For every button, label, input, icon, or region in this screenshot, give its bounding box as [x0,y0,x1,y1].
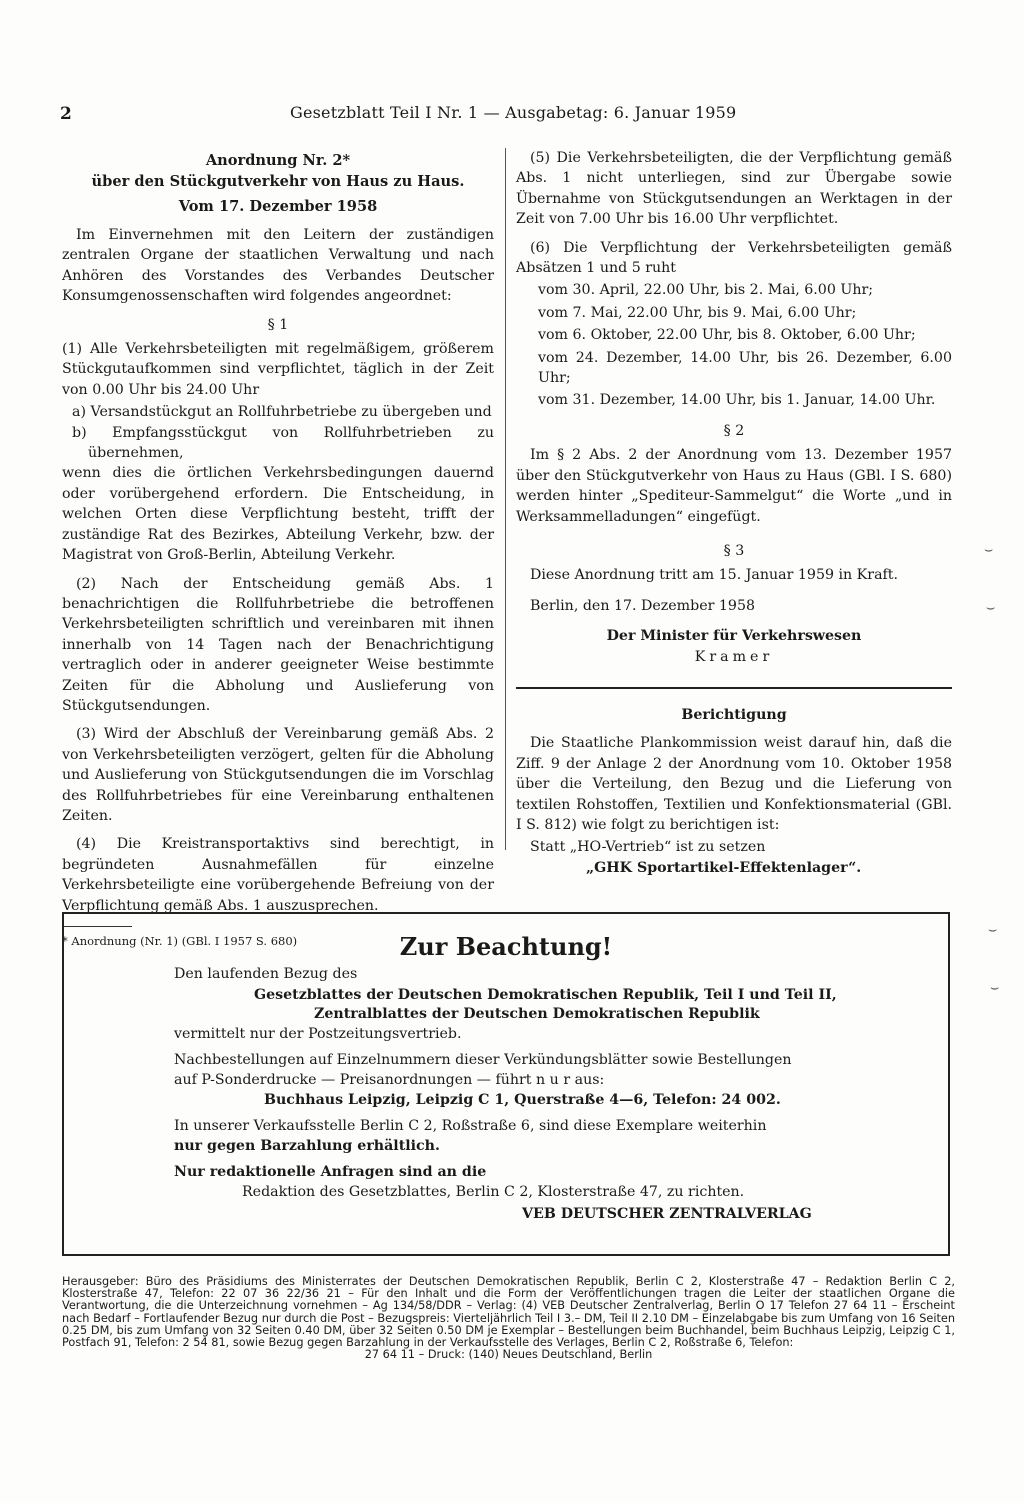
section-1-heading: § 1 [267,316,289,333]
notice-box [62,912,950,1256]
date-item: vom 31. Dezember, 14.00 Uhr, bis 1. Januar, 14.00 Uhr. [538,392,936,409]
imprint [62,1276,955,1361]
date-item: vom 30. April, 22.00 Uhr, bis 2. Mai, 6.00 Uhr; [538,282,874,299]
section-3-heading: § 3 [723,542,745,559]
date-item: vom 6. Oktober, 22.00 Uhr, bis 8. Oktober, 6.00 Uhr; [538,327,916,344]
date-item: vom 24. Dezember, 14.00 Uhr, bis 26. Dezember, 6.00 Uhr; [538,349,952,387]
notice-line: Buchhaus Leipzig, Leipzig C 1, Querstraße 4—6, Telefon: 24 002. [264,1092,781,1108]
section-1-para-6: (6) Die Verpflichtung der Verkehrsbeteiligten gemäß Absätzen 1 und 5 ruht [516,239,952,277]
notice-line: Den laufenden Bezug des [174,966,358,982]
notice-publisher: VEB DEUTSCHER ZENTRALVERLAG [522,1206,812,1222]
right-column [516,148,952,878]
section-1-para-4: (4) Die Kreistransportaktivs sind berechtigt, in begründeten Ausnahmefällen für einzelne Verkehrsbeteiligte eine vorübergehende Befreiung von der Verpflichtung gemäß Abs. 1 auszusprechen. [62,836,494,914]
page-number: 2 [60,104,72,124]
section-1-para-1: (1) Alle Verkehrsbeteiligten mit regelmäßigem, größerem Stückgutaufkommen sind verpflichtet, täglich in der Zeit von 0.00 Uhr bis 24.00 Uhr [62,341,494,398]
notice-line: Zentralblattes der Deutschen Demokratischen Republik [314,1006,760,1022]
section-divider [516,687,952,689]
margin-mark: ⌣ [988,922,998,938]
correction-new: „GHK Sportartikel-Effektenlager“. [586,859,862,876]
section-1-para-3: (3) Wird der Abschluß der Vereinbarung gemäß Abs. 2 von Verkehrsbeteiligten verzögert, gelten für die Abholung und Auslieferung von Stückgutsendungen die im Vorschlag des Rollfuhrbetriebes für eine Vereinbarung enthaltenen Zeiten. [62,726,494,824]
correction-text: Die Staatliche Plankommission weist darauf hin, daß die Ziff. 9 der Anlage 2 der Anordnung vom 10. Oktober 1958 über die Verteilung, den Bezug und die Lieferung von textilen Rohstoffen, Textilien und Konfektionsmaterial (GBl. I S. 812) wie folgt zu berichtigen ist: [516,735,952,833]
place-date: Berlin, den 17. Dezember 1958 [530,597,756,614]
notice-title: Zur Beachtung! [399,932,613,961]
imprint-text: Herausgeber: Büro des Präsidiums des Ministerrates der Deutschen Demokratischen Republik, Berlin C 2, Klosterstraße 47 – Redaktion Berlin C 2, Klosterstraße 47, Telefon: 22 07 36 22/36 21 – Für den Inhalt und die Form der Veröffentlichungen tragen die Leiter der staatlichen Organe die Verantwortung, die die Unterzeichnung vornehmen – Ag 134/58/DDR – Verlag: (4) VEB Deutscher Zentralverlag, Berlin O 17 Telefon 27 64 11 – Erscheint nach Bedarf – Fortlaufender Bezug nur durch die Post – Bezugspreis: Vierteljährlich Teil I 3.– DM, Teil II 2.10 DM – Einzelabgabe bis zum Umfang von 16 Seiten 0.25 DM, bis zum Umfang von 32 Seiten 0.40 DM, über 32 Seiten 0.50 DM je Exemplar – Bestellungen beim Buchhandel, beim Buchhaus Leipzig, Leipzig C 1, Postfach 91, Telefon: 2 54 81, sowie Bezug gegen Barzahlung in der Verkaufsstelle des Verlages, Berlin C 2, Roßstraße 6, Telefon: [62,1275,955,1350]
notice-line: In unserer Verkaufsstelle Berlin C 2, Roßstraße 6, sind diese Exemplare weiterhin [174,1118,767,1134]
notice-line: Nachbestellungen auf Einzelnummern dieser Verkündungsblätter sowie Bestellungen [174,1052,792,1068]
list-item-b: b) Empfangsstückgut von Rollfuhrbetrieben zu übernehmen, [72,424,494,462]
notice-line: vermittelt nur der Postzeitungsvertrieb. [174,1026,462,1042]
margin-mark: ⌣ [986,600,996,616]
footnote: * Anordnung (Nr. 1) (GBl. I 1957 S. 680) [62,934,298,948]
correction-line: Statt „HO-Vertrieb“ ist zu setzen [530,839,766,856]
section-1-para-5: (5) Die Verkehrsbeteiligten, die der Verpflichtung gemäß Abs. 1 nicht unterliegen, sind zur Übergabe sowie Übernahme von Stückgutsendungen an Werktagen in der Zeit von 7.00 Uhr bis 16.00 Uhr verpflichtet. [516,150,952,228]
margin-mark: ⌣ [990,980,1000,996]
section-1-para-2: (2) Nach der Entscheidung gemäß Abs. 1 benachrichtigen die Rollfuhrbetriebe die betroffenen Verkehrsbeteiligten schriftlich und vereinbaren mit ihnen innerhalb von 14 Tagen nach der Benachrichtigung vertraglich oder in anderer geeigneter Weise bestimmte Zeiten für die Abholung und Auslieferung von Stückgutsendungen. [62,575,494,714]
running-head: Gesetzblatt Teil I Nr. 1 — Ausgabetag: 6. Januar 1959 [290,103,737,122]
notice-line: Nur redaktionelle Anfragen sind an die [174,1164,487,1180]
notice-line: Redaktion des Gesetzblattes, Berlin C 2, Klosterstraße 47, zu richten. [242,1184,745,1200]
imprint-last-line: 27 64 11 – Druck: (140) Neues Deutschland, Berlin [364,1348,653,1362]
section-2-heading: § 2 [723,422,745,439]
notice-line: nur gegen Barzahlung erhältlich. [174,1138,440,1154]
ordinance-title-line2: über den Stückgutverkehr von Haus zu Haus. [91,173,465,190]
signatory-name: Kramer [694,648,774,665]
left-column [62,150,494,951]
signatory-title: Der Minister für Verkehrswesen [606,628,862,645]
section-1-para-1-cont: wenn dies die örtlichen Verkehrsbedingungen dauernd oder vorübergehend erfordern. Die Entscheidung, in welchen Orten diese Verpflichtung besteht, trifft der zuständige Rat des Bezirkes, Abteilung Verkehr, bzw. der Magistrat von Groß-Berlin, Abteilung Verkehr. [62,465,494,564]
section-1-list [62,402,494,463]
ordinance-date: Vom 17. Dezember 1958 [178,198,378,215]
correction-title: Berichtigung [681,706,787,723]
margin-mark: ⌣ [984,542,994,558]
column-divider [505,148,506,850]
section-3-text: Diese Anordnung tritt am 15. Januar 1959 in Kraft. [530,567,898,584]
list-item-a: a) Versandstückgut an Rollfuhrbetriebe zu übergeben und [72,404,492,421]
notice-line: auf P-Sonderdrucke — Preisanordnungen — führt n u r aus: [174,1072,605,1088]
date-item: vom 7. Mai, 22.00 Uhr, bis 9. Mai, 6.00 Uhr; [538,304,857,321]
section-2-text: Im § 2 Abs. 2 der Anordnung vom 13. Dezember 1957 über den Stückgutverkehr von Haus zu Haus (GBl. I S. 680) werden hinter „Spediteur-Sammelgut“ die Worte „und in Werksammelladungen“ eingefügt. [516,447,952,525]
notice-line: Gesetzblattes der Deutschen Demokratischen Republik, Teil I und Teil II, [254,987,837,1003]
ordinance-title-line1: Anordnung Nr. 2* [205,152,351,169]
date-list [516,280,952,410]
ordinance-intro: Im Einvernehmen mit den Leitern der zuständigen zentralen Organe der staatlichen Verwaltung und nach Anhören des Vorstandes des Verbandes Deutscher Konsumgenossenschaften wird folgendes angeordnet: [62,227,494,305]
